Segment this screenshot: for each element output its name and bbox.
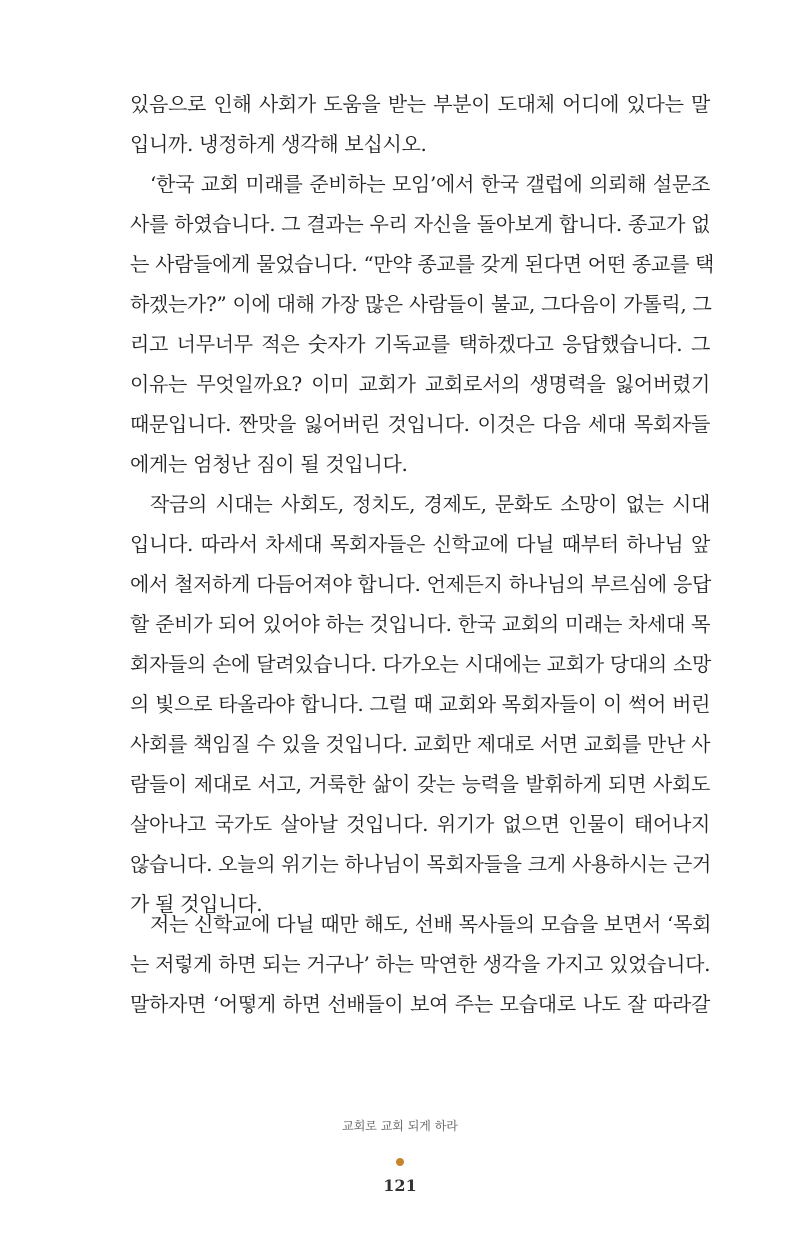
text-line: 에서 철저하게 다듬어져야 합니다. 언제든지 하나님의 부르심에 응답 bbox=[130, 572, 712, 596]
text-line: 하겠는가?” 이에 대해 가장 많은 사람들이 불교, 그다음이 가톨릭, 그 bbox=[130, 292, 712, 316]
text-line: 회자들의 손에 달려있습니다. 다가오는 시대에는 교회가 당대의 소망 bbox=[130, 652, 712, 676]
text-line: 의 빛으로 타올라야 합니다. 그럴 때 교회와 목회자들이 이 썩어 버린 bbox=[130, 692, 711, 716]
text-line: 입니까. 냉정하게 생각해 보십시오. bbox=[130, 132, 427, 156]
page-number: 121 bbox=[383, 1176, 417, 1195]
text-line: 않습니다. 오늘의 위기는 하나님이 목회자들을 크게 사용하시는 근거 bbox=[130, 852, 712, 876]
text-line: 때문입니다. 짠맛을 잃어버린 것입니다. 이것은 다음 세대 목회자들 bbox=[130, 412, 710, 436]
text-line: 에게는 엄청난 짐이 될 것입니다. bbox=[130, 452, 408, 476]
text-line: 살아나고 국가도 살아날 것입니다. 위기가 없으면 인물이 태어나지 bbox=[130, 812, 710, 836]
text-line: 이유는 무엇일까요? 이미 교회가 교회로서의 생명력을 잃어버렸기 bbox=[130, 372, 710, 396]
footer-book-title: 교회로 교회 되게 하라 bbox=[342, 1119, 458, 1133]
footer-dot-icon bbox=[396, 1158, 404, 1166]
text-line: 는 사람들에게 물었습니다. “만약 종교를 갖게 된다면 어떤 종교를 택 bbox=[130, 252, 715, 276]
text-line: 말하자면 ‘어떻게 하면 선배들이 보여 주는 모습대로 나도 잘 따라갈 bbox=[130, 992, 710, 1016]
text-line: 리고 너무너무 적은 숫자가 기독교를 택하겠다고 응답했습니다. 그 bbox=[130, 332, 710, 356]
text-line: 할 준비가 되어 있어야 하는 것입니다. 한국 교회의 미래는 차세대 목 bbox=[130, 612, 711, 636]
text-line: 저는 신학교에 다닐 때만 해도, 선배 목사들의 모습을 보면서 ‘목회 bbox=[150, 912, 712, 936]
body-text-block-2 bbox=[130, 904, 710, 1024]
text-line: ‘한국 교회 미래를 준비하는 모임’에서 한국 갤럽에 의뢰해 설문조 bbox=[150, 172, 710, 196]
text-line: 있음으로 인해 사회가 도움을 받는 부분이 도대체 어디에 있다는 말 bbox=[130, 92, 710, 116]
text-line: 람들이 제대로 서고, 거룩한 삶이 갖는 능력을 발휘하게 되면 사회도 bbox=[130, 772, 710, 796]
text-line: 사를 하였습니다. 그 결과는 우리 자신을 돌아보게 합니다. 종교가 없 bbox=[130, 212, 711, 236]
text-line: 가 될 것입니다. bbox=[130, 892, 263, 916]
text-line: 작금의 시대는 사회도, 정치도, 경제도, 문화도 소망이 없는 시대 bbox=[150, 492, 710, 516]
text-line: 사회를 책임질 수 있을 것입니다. 교회만 제대로 서면 교회를 만난 사 bbox=[130, 732, 711, 756]
text-line: 입니다. 따라서 차세대 목회자들은 신학교에 다닐 때부터 하나님 앞 bbox=[130, 532, 710, 556]
text-line: 는 저렇게 하면 되는 거구나’ 하는 막연한 생각을 가지고 있었습니다. bbox=[130, 952, 711, 976]
